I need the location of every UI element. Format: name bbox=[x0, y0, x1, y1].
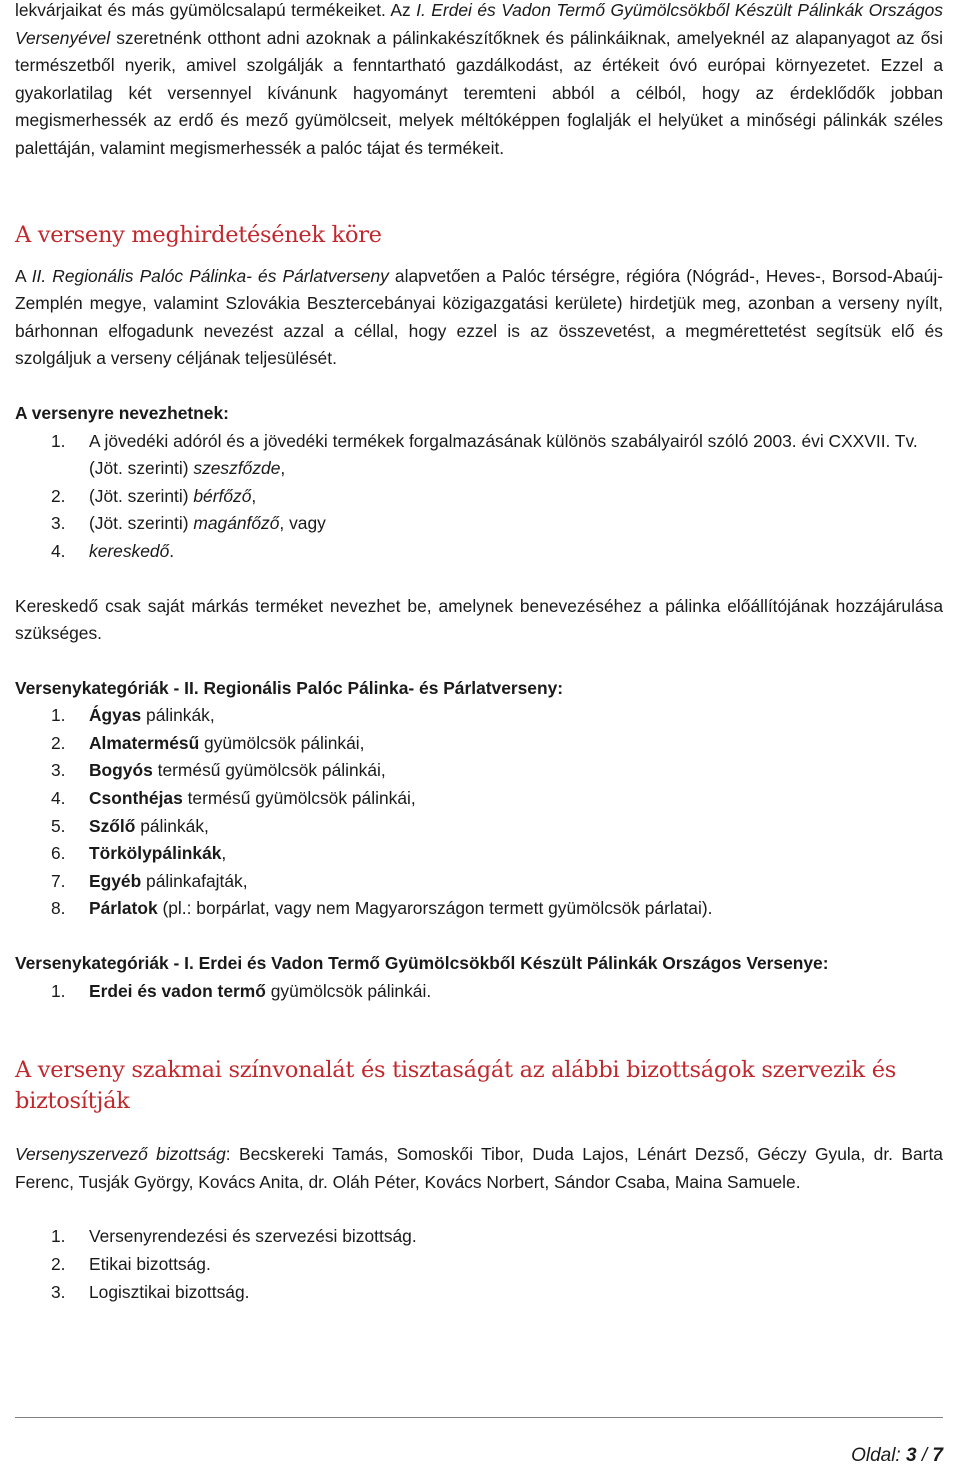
list-number: 7. bbox=[51, 870, 66, 891]
list-text: pálinkák, bbox=[135, 815, 209, 836]
category-name: Törkölypálinkák bbox=[89, 843, 222, 864]
list-text: (Jöt. szerinti) bbox=[89, 513, 194, 534]
list-item bbox=[15, 730, 943, 758]
list-text: termésű gyümölcsök pálinkái, bbox=[152, 760, 386, 781]
merchant-note: Kereskedő csak saját márkás terméket nevezhet be, amelynek benevezéséhez a pálinka előállítójának hozzájárulása szükséges. bbox=[15, 595, 943, 644]
list-number: 1. bbox=[51, 1226, 66, 1247]
section-heading-scope: A verseny meghirdetésének köre bbox=[15, 221, 382, 248]
category-name: Almatermésű bbox=[89, 732, 200, 753]
list-text: gyümölcsök pálinkái. bbox=[265, 980, 432, 1001]
page-label: Oldal: bbox=[851, 1445, 906, 1466]
category-name: Ágyas bbox=[89, 705, 142, 726]
list-number: 2. bbox=[51, 732, 66, 753]
list-text: (pl.: borpárlat, vagy nem Magyarországon termett gyümölcsök párlatai). bbox=[157, 898, 713, 919]
list-number: 6. bbox=[51, 843, 66, 864]
list-item bbox=[15, 1223, 943, 1251]
list-number: 3. bbox=[51, 760, 66, 781]
list-text: pálinkák, bbox=[141, 705, 215, 726]
category-name: Bogyós bbox=[89, 760, 153, 781]
regional-competition-name: II. Regionális Palóc Pálinka- és Párlatverseny bbox=[31, 265, 389, 286]
list-tail: , bbox=[280, 458, 286, 479]
list-tail: . bbox=[169, 540, 175, 561]
committee-paragraph bbox=[15, 1141, 943, 1196]
list-number: 1. bbox=[51, 705, 66, 726]
list-text: , bbox=[221, 843, 227, 864]
page-number bbox=[851, 1442, 943, 1470]
committee-members: : Becskereki Tamás, Somoskői Tibor, Duda Lajos, Lénárt Dezső, Géczy Gyula, dr. Barta Ferenc, Tusják György, Kovács Anita, dr. Oláh Péter, Kovács Norbert, Sándor Csaba, Maina Samuele. bbox=[15, 1144, 943, 1192]
list-number: 2. bbox=[51, 485, 66, 506]
list-text: (Jöt. szerinti) bbox=[89, 485, 194, 506]
list-item bbox=[15, 483, 943, 511]
total-pages: 7 bbox=[932, 1445, 943, 1466]
scope-paragraph bbox=[15, 263, 943, 373]
list-text: termésű gyümölcsök pálinkái, bbox=[182, 788, 416, 809]
scope-text-rest: alapvetően a Palóc térségre, régióra (Nógrád-, Heves-, Borsod-Abaúj-Zemplén megye, valamint Szlovákia Besztercebányai közigazgatási kerülete) hirdetjük meg, azonban a verseny nyílt, bárhonnan elfogadunk nevezést azzal a céllal, hogy ezzel is az összevetést, a megmérettetést segítsük elő és szolgáljuk a verseny céljának teljesülését. bbox=[15, 265, 943, 369]
category-2-title: Versenykategóriák - II. Regionális Palóc Pálinka- és Párlatverseny: bbox=[15, 677, 564, 698]
page-footer bbox=[15, 1417, 943, 1466]
list-number: 4. bbox=[51, 788, 66, 809]
current-page: 3 bbox=[906, 1445, 917, 1466]
list-emphasis: szeszfőzde bbox=[193, 458, 281, 479]
category-name: Erdei és vadon termő bbox=[89, 980, 266, 1001]
list-item bbox=[15, 978, 943, 1006]
committees-list bbox=[15, 1223, 943, 1306]
scope-text-start: A bbox=[15, 265, 32, 286]
list-number: 1. bbox=[51, 430, 66, 451]
category-name: Párlatok bbox=[89, 898, 158, 919]
list-number: 3. bbox=[51, 1281, 66, 1302]
list-item bbox=[15, 840, 943, 868]
list-item bbox=[15, 538, 943, 566]
list-item bbox=[15, 757, 943, 785]
list-emphasis: bérfőző bbox=[193, 485, 252, 506]
list-emphasis: kereskedő bbox=[89, 540, 170, 561]
category-name: Csonthéjas bbox=[89, 788, 183, 809]
committee-label: Versenyszervező bizottság bbox=[15, 1144, 226, 1165]
list-item bbox=[15, 510, 943, 538]
intro-text: lekvárjaikat és más gyümölcsalapú termékeiket. Az bbox=[15, 0, 417, 20]
list-text: pálinkafajták, bbox=[141, 870, 248, 891]
list-item bbox=[15, 1279, 943, 1307]
list-number: 3. bbox=[51, 513, 66, 534]
intro-paragraph bbox=[15, 0, 943, 163]
list-number: 5. bbox=[51, 815, 66, 836]
category-1-list bbox=[15, 978, 943, 1006]
list-number: 2. bbox=[51, 1254, 66, 1274]
list-item bbox=[15, 1251, 943, 1279]
entrants-list bbox=[15, 428, 943, 566]
category-1-title: Versenykategóriák - I. Erdei és Vadon Termő Gyümölcsökből Készült Pálinkák Országos Versenye: bbox=[15, 953, 829, 974]
intro-text-rest: szeretnénk otthont adni azoknak a pálinkakészítőknek és pálinkáiknak, amelyeknél az alapanyagot az ősi természetből nyerik, amivel szolgálják a fenntartható gazdálkodást, az értékeit óvó európai környezetet. Ezzel a gyakorlatilag két versennyel kívánunk hagyományt teremteni abból a célból, hogy az érdeklődők jobban megismerhessék az erdő és mező gyümölcseit, melyek méltóképpen foglalják el helyüket a minőségi pálinkák széles palettáján, valamint megismerhessék a palóc tájat és termékeit. bbox=[15, 27, 943, 158]
list-text: Logisztikai bizottság. bbox=[89, 1281, 250, 1302]
list-text: A jövedéki adóról és a jövedéki termékek forgalmazásának különös szabályairól szóló 2003. évi CXXVII. Tv. (Jöt. szerinti) bbox=[89, 430, 918, 479]
list-item bbox=[15, 785, 943, 813]
list-item bbox=[15, 868, 943, 896]
page-separator: / bbox=[916, 1445, 933, 1466]
category-2-list bbox=[15, 702, 943, 923]
list-number: 4. bbox=[51, 540, 66, 561]
category-name: Szőlő bbox=[89, 815, 136, 836]
entrants-title: A versenyre nevezhetnek: bbox=[15, 402, 229, 423]
list-number: 8. bbox=[51, 898, 66, 919]
document-page bbox=[15, 0, 943, 1306]
list-item bbox=[15, 895, 943, 923]
list-text: gyümölcsök pálinkái, bbox=[199, 732, 365, 753]
list-emphasis: magánfőző bbox=[193, 513, 280, 534]
list-text: Versenyrendezési és szervezési bizottság. bbox=[89, 1226, 417, 1247]
list-number: 1. bbox=[51, 980, 66, 1001]
list-item bbox=[15, 813, 943, 841]
list-text: Etikai bizottság. bbox=[89, 1254, 211, 1274]
list-tail: , bbox=[251, 485, 257, 506]
list-tail: , vagy bbox=[279, 513, 326, 534]
category-name: Egyéb bbox=[89, 870, 142, 891]
list-item bbox=[15, 702, 943, 730]
list-item bbox=[15, 428, 943, 483]
competition-name: I. Erdei és Vadon Termő Gyümölcsökből Készült Pálinkák Országos Versenyével bbox=[15, 0, 943, 48]
section-heading-committees: A verseny szakmai színvonalát és tisztaságát az alábbi bizottságok szervezik és biztosítják bbox=[15, 1057, 896, 1115]
